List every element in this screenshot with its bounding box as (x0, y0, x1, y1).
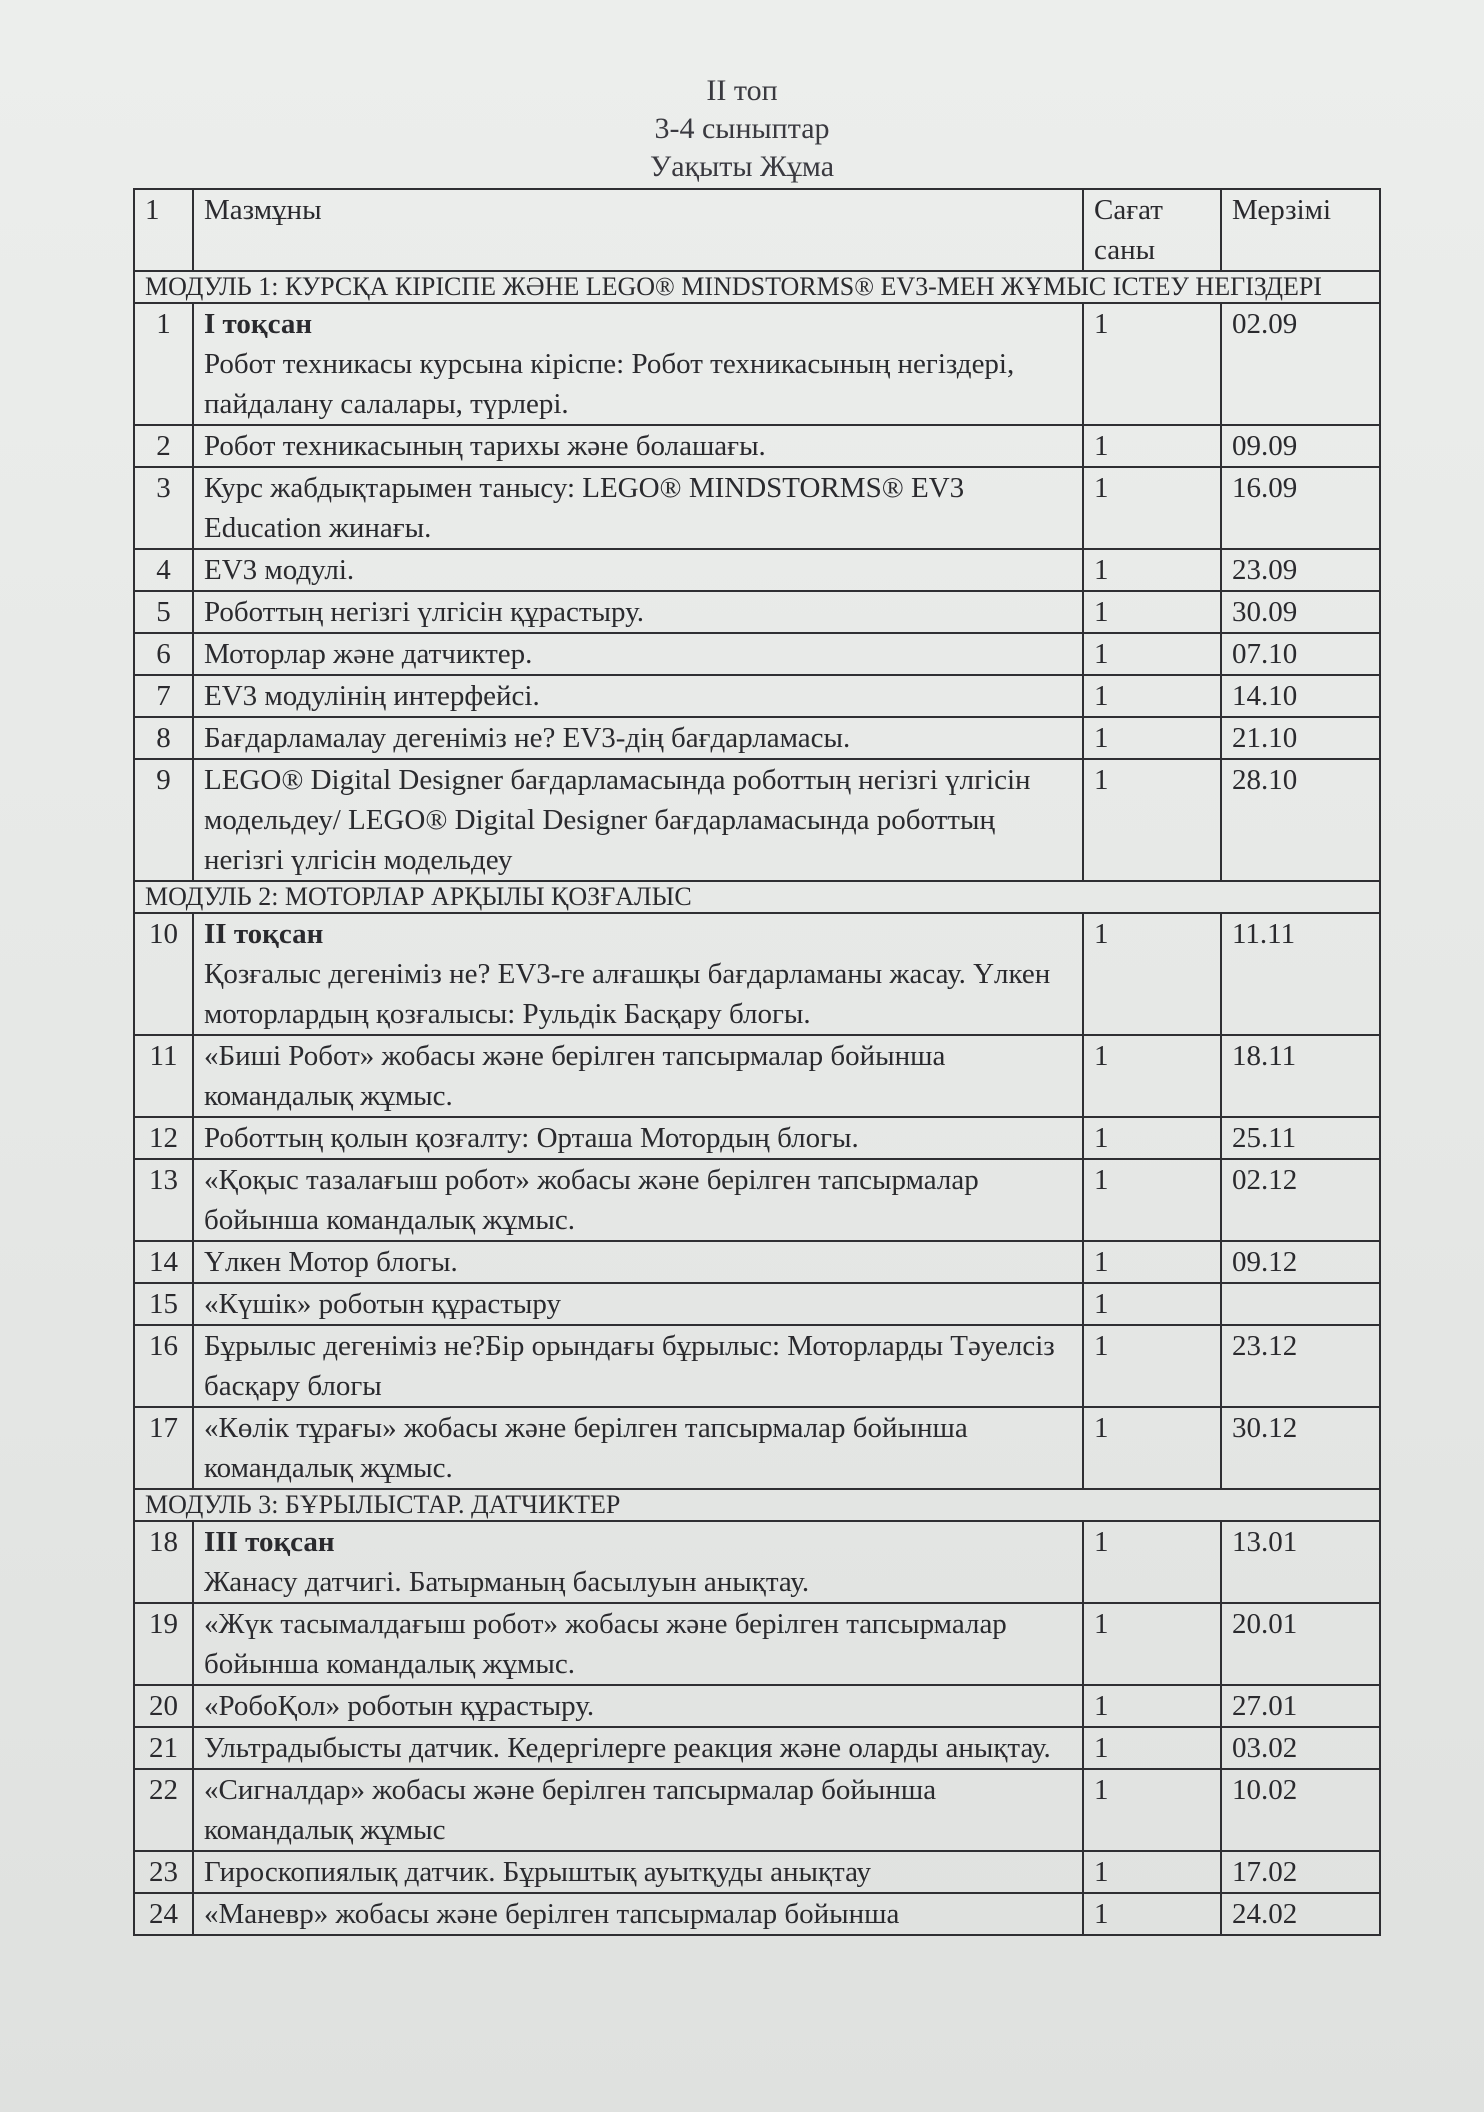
lesson-date: 13.01 (1221, 1521, 1380, 1603)
table-row (134, 303, 1380, 425)
lesson-number: 13 (134, 1159, 193, 1241)
lesson-topic: Моторлар және датчиктер. (204, 638, 533, 670)
lesson-number: 18 (134, 1521, 193, 1603)
lesson-hours: 1 (1083, 1325, 1221, 1407)
lesson-number: 5 (134, 591, 193, 633)
lesson-topic: «Көлік тұрағы» жобасы және берілген тапсырмалар бойынша командалық жұмыс. (204, 1412, 968, 1484)
header-hours-line1: Сағат (1094, 194, 1163, 226)
lesson-number: 3 (134, 467, 193, 549)
lesson-number: 11 (134, 1035, 193, 1117)
lesson-date: 30.09 (1221, 591, 1380, 633)
lesson-hours: 1 (1083, 1893, 1221, 1935)
lesson-topic: «Маневр» жобасы және берілген тапсырмалар бойынша (204, 1898, 900, 1930)
lesson-hours: 1 (1083, 1851, 1221, 1893)
lesson-hours: 1 (1083, 1117, 1221, 1159)
lesson-hours: 1 (1083, 913, 1221, 1035)
table-row (134, 1851, 1380, 1893)
term-label: II тоқсан (204, 918, 324, 950)
lesson-hours: 1 (1083, 549, 1221, 591)
lesson-number: 8 (134, 717, 193, 759)
lesson-date: 02.12 (1221, 1159, 1380, 1241)
table-row (134, 633, 1380, 675)
lesson-date: 14.10 (1221, 675, 1380, 717)
table-row (134, 759, 1380, 881)
lesson-topic: «Жүк тасымалдағыш робот» жобасы және берілген тапсырмалар бойынша командалық жұмыс. (204, 1608, 1007, 1680)
table-row (134, 1159, 1380, 1241)
lesson-date: 10.02 (1221, 1769, 1380, 1851)
lesson-date: 16.09 (1221, 467, 1380, 549)
lesson-content (193, 549, 1083, 591)
lesson-content (193, 1407, 1083, 1489)
table-row (134, 1283, 1380, 1325)
lesson-topic: Роботтың негізгі үлгісін құрастыру. (204, 596, 644, 628)
lesson-hours: 1 (1083, 591, 1221, 633)
lesson-date: 28.10 (1221, 759, 1380, 881)
lesson-hours: 1 (1083, 1727, 1221, 1769)
lesson-number: 12 (134, 1117, 193, 1159)
table-row (134, 1603, 1380, 1685)
lesson-date: 21.10 (1221, 717, 1380, 759)
lesson-number: 10 (134, 913, 193, 1035)
lesson-topic: «РобоҚол» роботын құрастыру. (204, 1690, 595, 1722)
lesson-content (193, 717, 1083, 759)
table-row (134, 591, 1380, 633)
lesson-hours: 1 (1083, 1159, 1221, 1241)
lesson-content (193, 1159, 1083, 1241)
lesson-number: 2 (134, 425, 193, 467)
table-row (134, 717, 1380, 759)
lesson-hours: 1 (1083, 633, 1221, 675)
lesson-content (193, 633, 1083, 675)
table-row (134, 1893, 1380, 1935)
module-row (134, 1489, 1380, 1521)
lesson-number: 22 (134, 1769, 193, 1851)
lesson-hours: 1 (1083, 1035, 1221, 1117)
lesson-content (193, 1685, 1083, 1727)
module-row (134, 271, 1380, 303)
lesson-content (193, 1117, 1083, 1159)
lesson-number: 7 (134, 675, 193, 717)
lesson-date (1221, 1283, 1380, 1325)
lesson-hours: 1 (1083, 425, 1221, 467)
lesson-content (193, 759, 1083, 881)
lesson-hours: 1 (1083, 1685, 1221, 1727)
term-label: III тоқсан (204, 1526, 335, 1558)
lesson-hours: 1 (1083, 1769, 1221, 1851)
lesson-content (193, 1521, 1083, 1603)
lesson-hours: 1 (1083, 303, 1221, 425)
lesson-date: 27.01 (1221, 1685, 1380, 1727)
lesson-content (193, 467, 1083, 549)
lesson-number: 20 (134, 1685, 193, 1727)
lesson-content (193, 1035, 1083, 1117)
time-title: Уақыты Жұма (649, 150, 835, 183)
lesson-content (193, 425, 1083, 467)
lesson-content (193, 1727, 1083, 1769)
lesson-hours: 1 (1083, 1283, 1221, 1325)
table-row (134, 467, 1380, 549)
lesson-date: 09.12 (1221, 1241, 1380, 1283)
lesson-topic: Гироскопиялық датчик. Бұрыштық ауытқуды анықтау (204, 1856, 871, 1888)
table-row (134, 549, 1380, 591)
table-row (134, 913, 1380, 1035)
lesson-content (193, 1851, 1083, 1893)
lesson-date: 07.10 (1221, 633, 1380, 675)
lesson-date: 23.12 (1221, 1325, 1380, 1407)
lesson-number: 16 (134, 1325, 193, 1407)
lesson-number: 24 (134, 1893, 193, 1935)
lesson-content (193, 1325, 1083, 1407)
header-num: 1 (134, 189, 193, 271)
lesson-number: 15 (134, 1283, 193, 1325)
table-row (134, 425, 1380, 467)
lesson-number: 21 (134, 1727, 193, 1769)
header-hours (1083, 189, 1221, 271)
lesson-date: 11.11 (1221, 913, 1380, 1035)
lesson-number: 1 (134, 303, 193, 425)
lesson-hours: 1 (1083, 759, 1221, 881)
header-content: Мазмұны (193, 189, 1083, 271)
lesson-topic: Курс жабдықтарымен танысу: LEGO® MINDSTORMS® EV3 Education жинағы. (204, 472, 965, 544)
lesson-topic: «Биші Робот» жобасы және берілген тапсырмалар бойынша командалық жұмыс. (204, 1040, 946, 1112)
lesson-date: 03.02 (1221, 1727, 1380, 1769)
lesson-hours: 1 (1083, 675, 1221, 717)
lesson-date: 09.09 (1221, 425, 1380, 467)
document-header (0, 72, 1484, 186)
table-header-row (134, 189, 1380, 271)
lesson-content (193, 913, 1083, 1035)
module-title: МОДУЛЬ 1: КУРСҚА КІРІСПЕ ЖӘНЕ LEGO® MINDSTORMS® EV3-МЕН ЖҰМЫС ІСТЕУ НЕГІЗДЕРІ (134, 271, 1380, 303)
lesson-number: 17 (134, 1407, 193, 1489)
lesson-content (193, 591, 1083, 633)
lesson-topic: «Қоқыс тазалағыш робот» жобасы және берілген тапсырмалар бойынша командалық жұмыс. (204, 1164, 979, 1236)
lesson-topic: LEGO® Digital Designer бағдарламасында роботтың негізгі үлгісін модельдеу/ LEGO® Digital Designer бағдарламасында роботтың негізгі үлгісін модельдеу (204, 764, 1031, 876)
lesson-date: 24.02 (1221, 1893, 1380, 1935)
lesson-hours: 1 (1083, 467, 1221, 549)
module-row (134, 881, 1380, 913)
lesson-date: 02.09 (1221, 303, 1380, 425)
lesson-topic: Ультрадыбысты датчик. Кедергілерге реакция және оларды анықтау. (204, 1732, 1051, 1764)
table-row (134, 1727, 1380, 1769)
lesson-content (193, 1603, 1083, 1685)
lesson-number: 14 (134, 1241, 193, 1283)
header-date: Мерзімі (1221, 189, 1380, 271)
lesson-date: 25.11 (1221, 1117, 1380, 1159)
lesson-content (193, 675, 1083, 717)
lesson-topic: Қозғалыс дегеніміз не? EV3-ге алғашқы бағдарламаны жасау. Үлкен моторлардың қозғалысы: Рульдік Басқару блогы. (204, 958, 1051, 1030)
table-row (134, 1407, 1380, 1489)
table-row (134, 675, 1380, 717)
lesson-topic: Робот техникасы курсына кіріспе: Робот техникасының негіздері, пайдалану салалары, түрлері. (204, 348, 1015, 420)
grades-title: 3-4 сыныптар (654, 112, 830, 145)
lesson-topic: Жанасу датчигі. Батырманың басылуын анықтау. (204, 1566, 810, 1598)
lesson-topic: «Сигналдар» жобасы және берілген тапсырмалар бойынша командалық жұмыс (204, 1774, 937, 1846)
term-label: I тоқсан (204, 308, 313, 340)
table-row (134, 1769, 1380, 1851)
lesson-number: 4 (134, 549, 193, 591)
table-row (134, 1035, 1380, 1117)
lesson-date: 18.11 (1221, 1035, 1380, 1117)
table-row (134, 1241, 1380, 1283)
lesson-hours: 1 (1083, 1603, 1221, 1685)
lesson-topic: EV3 модулі. (204, 554, 355, 586)
group-title: II топ (706, 74, 778, 107)
lesson-hours: 1 (1083, 1521, 1221, 1603)
lesson-number: 19 (134, 1603, 193, 1685)
lesson-content (193, 1893, 1083, 1935)
lesson-number: 23 (134, 1851, 193, 1893)
table-row (134, 1685, 1380, 1727)
lesson-hours: 1 (1083, 717, 1221, 759)
curriculum-table (133, 188, 1381, 1936)
lesson-number: 6 (134, 633, 193, 675)
table-body (134, 271, 1380, 1935)
lesson-date: 30.12 (1221, 1407, 1380, 1489)
table-row (134, 1521, 1380, 1603)
lesson-topic: Үлкен Мотор блогы. (204, 1246, 458, 1278)
lesson-topic: Бұрылыс дегеніміз не?Бір орындағы бұрылыс: Моторларды Тәуелсіз басқару блогы (204, 1330, 1055, 1402)
module-title: МОДУЛЬ 3: БҰРЫЛЫСТАР. ДАТЧИКТЕР (134, 1489, 1380, 1521)
lesson-topic: «Күшік» роботын құрастыру (204, 1288, 561, 1320)
lesson-topic: EV3 модулінің интерфейсі. (204, 680, 540, 712)
lesson-hours: 1 (1083, 1407, 1221, 1489)
lesson-topic: Бағдарламалау дегеніміз не? EV3-дің бағдарламасы. (204, 722, 851, 754)
lesson-topic: Роботтың қолын қозғалту: Орташа Мотордың блогы. (204, 1122, 859, 1154)
lesson-hours: 1 (1083, 1241, 1221, 1283)
table-row (134, 1117, 1380, 1159)
module-title: МОДУЛЬ 2: МОТОРЛАР АРҚЫЛЫ ҚОЗҒАЛЫС (134, 881, 1380, 913)
lesson-number: 9 (134, 759, 193, 881)
table-row (134, 1325, 1380, 1407)
lesson-date: 23.09 (1221, 549, 1380, 591)
lesson-content (193, 1769, 1083, 1851)
lesson-date: 20.01 (1221, 1603, 1380, 1685)
header-hours-line2: саны (1094, 234, 1156, 266)
lesson-topic: Робот техникасының тарихы және болашағы. (204, 430, 766, 462)
lesson-date: 17.02 (1221, 1851, 1380, 1893)
lesson-content (193, 303, 1083, 425)
lesson-content (193, 1283, 1083, 1325)
lesson-content (193, 1241, 1083, 1283)
